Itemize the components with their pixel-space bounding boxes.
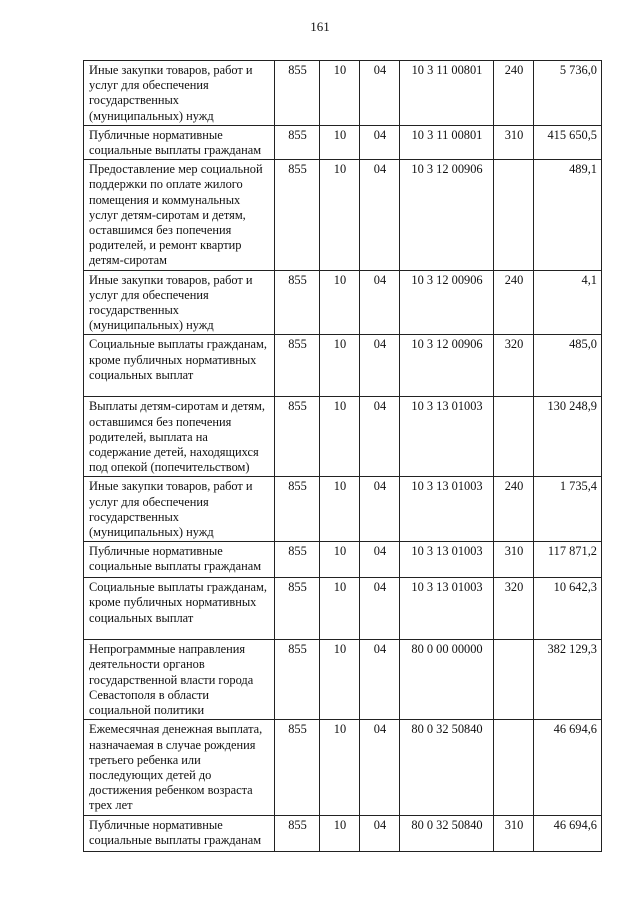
subsection-code-cell: 04 xyxy=(360,542,400,578)
expense-kind-cell: 320 xyxy=(494,335,534,397)
table-row xyxy=(84,61,602,126)
section-code-cell: 10 xyxy=(320,270,360,335)
row-name-cell: Публичные нормативные социальные выплаты гражданам xyxy=(84,125,275,159)
target-article-cell: 80 0 00 00000 xyxy=(400,640,494,720)
expense-kind-cell: 310 xyxy=(494,815,534,851)
table-row xyxy=(84,477,602,542)
amount-cell: 485,0 xyxy=(534,335,602,397)
target-article-cell: 10 3 11 00801 xyxy=(400,125,494,159)
section-code-cell: 10 xyxy=(320,720,360,815)
subsection-code-cell: 04 xyxy=(360,335,400,397)
section-code-cell: 10 xyxy=(320,160,360,270)
amount-cell: 46 694,6 xyxy=(534,815,602,851)
subsection-code-cell: 04 xyxy=(360,397,400,477)
target-article-cell: 10 3 12 00906 xyxy=(400,335,494,397)
subsection-code-cell: 04 xyxy=(360,61,400,126)
section-code-cell: 10 xyxy=(320,477,360,542)
amount-cell: 489,1 xyxy=(534,160,602,270)
ministry-code-cell: 855 xyxy=(275,61,320,126)
section-code-cell: 10 xyxy=(320,335,360,397)
ministry-code-cell: 855 xyxy=(275,477,320,542)
table-row xyxy=(84,815,602,851)
target-article-cell: 10 3 13 01003 xyxy=(400,578,494,640)
table-row xyxy=(84,640,602,720)
row-name-cell: Непрограммные направления деятельности органов государственной власти города Севастополя в области социальной политики xyxy=(84,640,275,720)
section-code-cell: 10 xyxy=(320,542,360,578)
budget-table xyxy=(83,60,602,852)
row-name-cell: Публичные нормативные социальные выплаты гражданам xyxy=(84,815,275,851)
target-article-cell: 10 3 12 00906 xyxy=(400,270,494,335)
subsection-code-cell: 04 xyxy=(360,160,400,270)
target-article-cell: 10 3 13 01003 xyxy=(400,542,494,578)
table-row xyxy=(84,720,602,815)
table-row xyxy=(84,125,602,159)
ministry-code-cell: 855 xyxy=(275,335,320,397)
amount-cell: 117 871,2 xyxy=(534,542,602,578)
subsection-code-cell: 04 xyxy=(360,640,400,720)
row-name-cell: Ежемесячная денежная выплата, назначаемая в случае рождения третьего ребенка или последующих детей до достижения ребенком возраста трех лет xyxy=(84,720,275,815)
ministry-code-cell: 855 xyxy=(275,542,320,578)
row-name-cell: Иные закупки товаров, работ и услуг для обеспечения государственных (муниципальных) нужд xyxy=(84,61,275,126)
subsection-code-cell: 04 xyxy=(360,270,400,335)
target-article-cell: 10 3 12 00906 xyxy=(400,160,494,270)
ministry-code-cell: 855 xyxy=(275,640,320,720)
expense-kind-cell: 240 xyxy=(494,61,534,126)
expense-kind-cell: 320 xyxy=(494,578,534,640)
table-row xyxy=(84,397,602,477)
target-article-cell: 80 0 32 50840 xyxy=(400,720,494,815)
amount-cell: 10 642,3 xyxy=(534,578,602,640)
row-name-cell: Иные закупки товаров, работ и услуг для обеспечения государственных (муниципальных) нужд xyxy=(84,270,275,335)
table-row xyxy=(84,270,602,335)
amount-cell: 130 248,9 xyxy=(534,397,602,477)
amount-cell: 4,1 xyxy=(534,270,602,335)
section-code-cell: 10 xyxy=(320,640,360,720)
row-name-cell: Иные закупки товаров, работ и услуг для обеспечения государственных (муниципальных) нужд xyxy=(84,477,275,542)
amount-cell: 46 694,6 xyxy=(534,720,602,815)
page-number: 161 xyxy=(310,19,330,34)
row-name-cell: Выплаты детям-сиротам и детям, оставшимся без попечения родителей, выплата на содержание детей, находящихся под опекой (попечительством) xyxy=(84,397,275,477)
section-code-cell: 10 xyxy=(320,125,360,159)
section-code-cell: 10 xyxy=(320,815,360,851)
ministry-code-cell: 855 xyxy=(275,720,320,815)
expense-kind-cell xyxy=(494,720,534,815)
subsection-code-cell: 04 xyxy=(360,720,400,815)
row-name-cell: Предоставление мер социальной поддержки по оплате жилого помещения и коммунальных услуг детям-сиротам и детям, оставшимся без попечения родителей, и ремонт квартир детям-сиротам xyxy=(84,160,275,270)
ministry-code-cell: 855 xyxy=(275,270,320,335)
expense-kind-cell xyxy=(494,397,534,477)
amount-cell: 415 650,5 xyxy=(534,125,602,159)
ministry-code-cell: 855 xyxy=(275,125,320,159)
section-code-cell: 10 xyxy=(320,61,360,126)
expense-kind-cell: 240 xyxy=(494,270,534,335)
table-row xyxy=(84,160,602,270)
amount-cell: 1 735,4 xyxy=(534,477,602,542)
expense-kind-cell: 310 xyxy=(494,125,534,159)
section-code-cell: 10 xyxy=(320,397,360,477)
budget-table-body xyxy=(84,61,602,852)
expense-kind-cell: 240 xyxy=(494,477,534,542)
table-row xyxy=(84,578,602,640)
target-article-cell: 80 0 32 50840 xyxy=(400,815,494,851)
ministry-code-cell: 855 xyxy=(275,397,320,477)
table-row xyxy=(84,335,602,397)
expense-kind-cell xyxy=(494,640,534,720)
table-row xyxy=(84,542,602,578)
amount-cell: 382 129,3 xyxy=(534,640,602,720)
subsection-code-cell: 04 xyxy=(360,815,400,851)
ministry-code-cell: 855 xyxy=(275,160,320,270)
section-code-cell: 10 xyxy=(320,578,360,640)
subsection-code-cell: 04 xyxy=(360,125,400,159)
target-article-cell: 10 3 13 01003 xyxy=(400,397,494,477)
subsection-code-cell: 04 xyxy=(360,477,400,542)
row-name-cell: Социальные выплаты гражданам, кроме публичных нормативных социальных выплат xyxy=(84,335,275,397)
subsection-code-cell: 04 xyxy=(360,578,400,640)
expense-kind-cell: 310 xyxy=(494,542,534,578)
amount-cell: 5 736,0 xyxy=(534,61,602,126)
target-article-cell: 10 3 11 00801 xyxy=(400,61,494,126)
target-article-cell: 10 3 13 01003 xyxy=(400,477,494,542)
ministry-code-cell: 855 xyxy=(275,815,320,851)
ministry-code-cell: 855 xyxy=(275,578,320,640)
row-name-cell: Социальные выплаты гражданам, кроме публичных нормативных социальных выплат xyxy=(84,578,275,640)
row-name-cell: Публичные нормативные социальные выплаты гражданам xyxy=(84,542,275,578)
expense-kind-cell xyxy=(494,160,534,270)
